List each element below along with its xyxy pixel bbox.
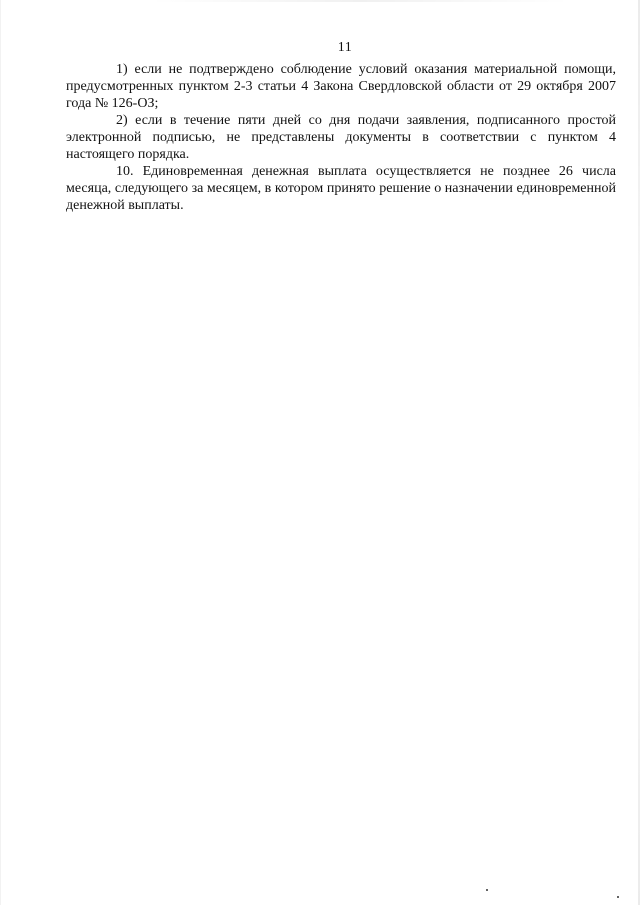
paragraph-item-2: 2) если в течение пяти дней со дня подачи заявления, подписанного простой электронной подписью, не представлены документы в соответствии с пунктом 4 настоящего порядка. (66, 113, 616, 162)
paragraph-item-1: 1) если не подтверждено соблюдение условий оказания материальной помощи, предусмотренных пунктом 2-3 статьи 4 Закона Свердловской области от 29 октября 2007 года № 126-ОЗ; (66, 62, 616, 111)
scan-speck (617, 896, 619, 898)
scan-edge-top (150, 0, 570, 2)
scan-speck (486, 889, 488, 891)
scan-edge-left (0, 0, 1, 905)
document-body (66, 61, 616, 214)
page-number: 11 (337, 40, 353, 55)
paragraph-clause-10: 10. Единовременная денежная выплата осуществляется не позднее 26 числа месяца, следующего за месяцем, в котором принято решение о назначении единовременной денежной выплаты. (66, 164, 616, 213)
